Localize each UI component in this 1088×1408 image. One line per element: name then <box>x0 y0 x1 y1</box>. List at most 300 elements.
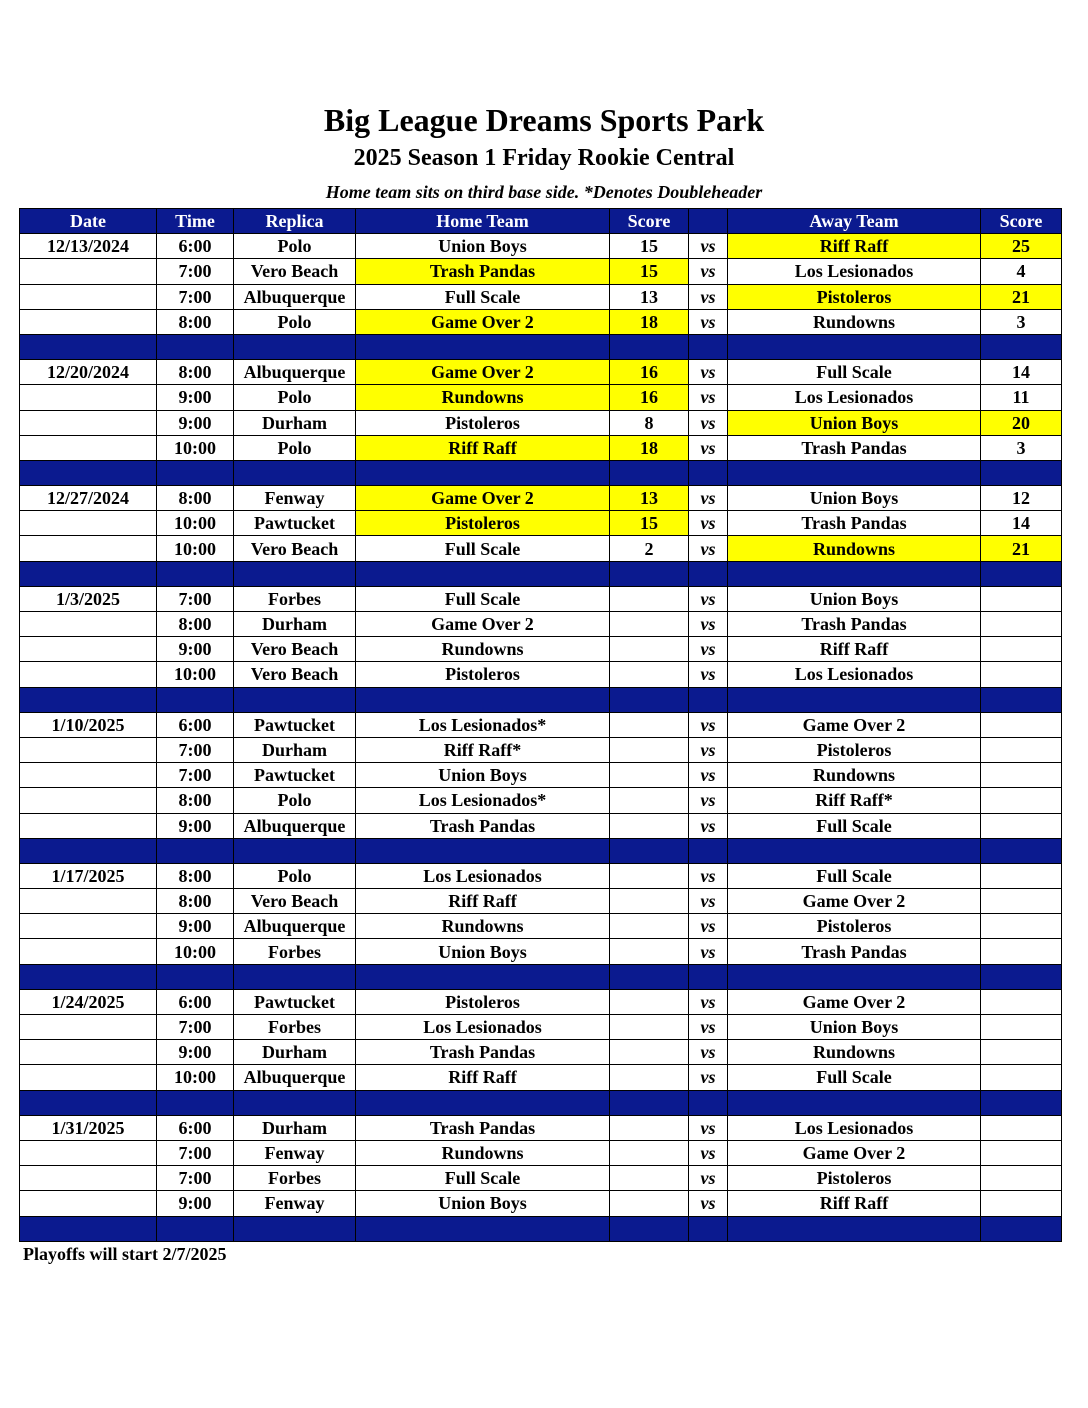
replica-cell: Polo <box>234 788 356 813</box>
vs-cell: vs <box>689 612 728 637</box>
separator-cell <box>234 687 356 712</box>
replica-cell: Forbes <box>234 939 356 964</box>
time-cell: 8:00 <box>157 309 234 334</box>
separator-cell <box>356 964 610 989</box>
replica-cell: Fenway <box>234 486 356 511</box>
separator-cell <box>981 1090 1062 1115</box>
home-score-cell <box>610 612 689 637</box>
date-cell <box>20 662 157 687</box>
away-score-cell <box>981 939 1062 964</box>
away-team-cell: Game Over 2 <box>728 1140 981 1165</box>
game-row <box>20 712 1062 737</box>
vs-cell: vs <box>689 309 728 334</box>
page-title: Big League Dreams Sports Park <box>323 102 765 138</box>
header-date: Date <box>20 209 157 234</box>
replica-cell: Fenway <box>234 1140 356 1165</box>
separator-cell <box>234 964 356 989</box>
replica-cell: Vero Beach <box>234 662 356 687</box>
vs-cell: vs <box>689 410 728 435</box>
away-score-cell <box>981 1040 1062 1065</box>
replica-cell: Durham <box>234 1115 356 1140</box>
away-team-cell: Rundowns <box>728 536 981 561</box>
separator-cell <box>981 561 1062 586</box>
away-team-cell: Union Boys <box>728 486 981 511</box>
separator-cell <box>689 1216 728 1241</box>
date-cell <box>20 813 157 838</box>
away-team-cell: Full Scale <box>728 813 981 838</box>
away-team-cell: Full Scale <box>728 863 981 888</box>
separator-cell <box>610 687 689 712</box>
replica-cell: Pawtucket <box>234 763 356 788</box>
header-replica: Replica <box>234 209 356 234</box>
home-score-cell <box>610 1040 689 1065</box>
date-cell: 12/27/2024 <box>20 486 157 511</box>
vs-cell: vs <box>689 813 728 838</box>
home-team-cell: Rundowns <box>356 385 610 410</box>
date-cell <box>20 788 157 813</box>
header-away-team: Away Team <box>728 209 981 234</box>
date-cell <box>20 1065 157 1090</box>
away-score-cell <box>981 1191 1062 1216</box>
vs-cell: vs <box>689 259 728 284</box>
vs-cell: vs <box>689 863 728 888</box>
time-cell: 7:00 <box>157 259 234 284</box>
away-score-cell <box>981 637 1062 662</box>
time-cell: 10:00 <box>157 511 234 536</box>
time-cell: 8:00 <box>157 612 234 637</box>
separator-cell <box>356 687 610 712</box>
home-team-cell: Riff Raff <box>356 1065 610 1090</box>
date-cell: 1/3/2025 <box>20 586 157 611</box>
home-score-cell <box>610 763 689 788</box>
date-cell <box>20 1166 157 1191</box>
away-team-cell: Full Scale <box>728 1065 981 1090</box>
time-cell: 10:00 <box>157 536 234 561</box>
week-separator-row <box>20 334 1062 359</box>
separator-cell <box>689 1090 728 1115</box>
game-row <box>20 1166 1062 1191</box>
vs-cell: vs <box>689 763 728 788</box>
home-team-cell: Union Boys <box>356 234 610 259</box>
home-team-cell: Trash Pandas <box>356 813 610 838</box>
separator-cell <box>20 1090 157 1115</box>
home-score-cell: 18 <box>610 435 689 460</box>
away-score-cell: 21 <box>981 536 1062 561</box>
date-cell <box>20 284 157 309</box>
replica-cell: Durham <box>234 612 356 637</box>
away-score-cell <box>981 813 1062 838</box>
vs-cell: vs <box>689 284 728 309</box>
separator-cell <box>728 1216 981 1241</box>
playoffs-note: Playoffs will start 2/7/2025 <box>23 1244 227 1264</box>
date-cell <box>20 914 157 939</box>
separator-cell <box>234 1090 356 1115</box>
schedule-table <box>19 208 1062 1242</box>
away-team-cell: Trash Pandas <box>728 939 981 964</box>
home-score-cell: 8 <box>610 410 689 435</box>
separator-cell <box>234 561 356 586</box>
separator-cell <box>234 460 356 485</box>
game-row <box>20 889 1062 914</box>
away-team-cell: Rundowns <box>728 763 981 788</box>
home-score-cell: 18 <box>610 309 689 334</box>
separator-cell <box>356 460 610 485</box>
separator-cell <box>157 1090 234 1115</box>
vs-cell: vs <box>689 511 728 536</box>
vs-cell: vs <box>689 989 728 1014</box>
time-cell: 7:00 <box>157 284 234 309</box>
vs-cell: vs <box>689 1015 728 1040</box>
time-cell: 9:00 <box>157 813 234 838</box>
away-score-cell: 14 <box>981 360 1062 385</box>
date-cell <box>20 259 157 284</box>
vs-cell: vs <box>689 737 728 762</box>
away-score-cell <box>981 889 1062 914</box>
game-row <box>20 511 1062 536</box>
date-cell <box>20 385 157 410</box>
separator-cell <box>20 460 157 485</box>
separator-cell <box>20 838 157 863</box>
week-separator-row <box>20 1216 1062 1241</box>
separator-cell <box>981 838 1062 863</box>
week-separator-row <box>20 1090 1062 1115</box>
replica-cell: Polo <box>234 309 356 334</box>
date-cell: 1/24/2025 <box>20 989 157 1014</box>
date-cell <box>20 536 157 561</box>
replica-cell: Vero Beach <box>234 637 356 662</box>
time-cell: 7:00 <box>157 737 234 762</box>
separator-cell <box>356 1090 610 1115</box>
game-row <box>20 284 1062 309</box>
vs-cell: vs <box>689 486 728 511</box>
home-score-cell <box>610 586 689 611</box>
away-score-cell <box>981 1065 1062 1090</box>
separator-cell <box>157 687 234 712</box>
game-row <box>20 1140 1062 1165</box>
date-cell <box>20 435 157 460</box>
separator-cell <box>728 460 981 485</box>
game-row <box>20 234 1062 259</box>
game-row <box>20 435 1062 460</box>
vs-cell: vs <box>689 939 728 964</box>
vs-cell: vs <box>689 586 728 611</box>
home-score-cell <box>610 1065 689 1090</box>
away-score-cell <box>981 662 1062 687</box>
away-team-cell: Pistoleros <box>728 284 981 309</box>
replica-cell: Vero Beach <box>234 259 356 284</box>
replica-cell: Forbes <box>234 586 356 611</box>
away-team-cell: Riff Raff <box>728 234 981 259</box>
vs-cell: vs <box>689 662 728 687</box>
separator-cell <box>981 1216 1062 1241</box>
vs-cell: vs <box>689 637 728 662</box>
away-score-cell <box>981 1115 1062 1140</box>
away-score-cell <box>981 1015 1062 1040</box>
away-score-cell: 3 <box>981 435 1062 460</box>
replica-cell: Durham <box>234 410 356 435</box>
game-row <box>20 1015 1062 1040</box>
home-score-cell <box>610 637 689 662</box>
game-row <box>20 586 1062 611</box>
home-score-cell <box>610 1166 689 1191</box>
game-row <box>20 737 1062 762</box>
away-team-cell: Rundowns <box>728 309 981 334</box>
vs-cell: vs <box>689 1140 728 1165</box>
date-cell: 12/20/2024 <box>20 360 157 385</box>
game-row <box>20 763 1062 788</box>
separator-cell <box>356 561 610 586</box>
time-cell: 9:00 <box>157 1191 234 1216</box>
game-row <box>20 637 1062 662</box>
separator-cell <box>610 561 689 586</box>
game-row <box>20 1191 1062 1216</box>
replica-cell: Pawtucket <box>234 989 356 1014</box>
replica-cell: Durham <box>234 737 356 762</box>
time-cell: 7:00 <box>157 1166 234 1191</box>
separator-cell <box>157 334 234 359</box>
home-team-cell: Los Lesionados* <box>356 712 610 737</box>
game-row <box>20 914 1062 939</box>
date-cell: 1/31/2025 <box>20 1115 157 1140</box>
separator-cell <box>234 838 356 863</box>
away-team-cell: Riff Raff <box>728 1191 981 1216</box>
time-cell: 7:00 <box>157 586 234 611</box>
time-cell: 8:00 <box>157 360 234 385</box>
vs-cell: vs <box>689 712 728 737</box>
away-score-cell: 14 <box>981 511 1062 536</box>
home-team-cell: Pistoleros <box>356 662 610 687</box>
vs-cell: vs <box>689 889 728 914</box>
time-cell: 6:00 <box>157 1115 234 1140</box>
separator-cell <box>20 1216 157 1241</box>
time-cell: 10:00 <box>157 1065 234 1090</box>
home-score-cell: 15 <box>610 259 689 284</box>
time-cell: 7:00 <box>157 1140 234 1165</box>
separator-cell <box>728 838 981 863</box>
home-score-cell <box>610 863 689 888</box>
header-vs <box>689 209 728 234</box>
separator-cell <box>157 838 234 863</box>
home-team-cell: Riff Raff <box>356 435 610 460</box>
header-row <box>20 209 1062 234</box>
time-cell: 8:00 <box>157 863 234 888</box>
week-separator-row <box>20 561 1062 586</box>
away-score-cell <box>981 914 1062 939</box>
replica-cell: Albuquerque <box>234 813 356 838</box>
date-cell <box>20 1191 157 1216</box>
game-row <box>20 1065 1062 1090</box>
home-team-cell: Trash Pandas <box>356 1115 610 1140</box>
away-score-cell: 12 <box>981 486 1062 511</box>
time-cell: 6:00 <box>157 712 234 737</box>
away-score-cell <box>981 586 1062 611</box>
game-row <box>20 486 1062 511</box>
replica-cell: Polo <box>234 234 356 259</box>
replica-cell: Vero Beach <box>234 536 356 561</box>
home-team-cell: Game Over 2 <box>356 486 610 511</box>
separator-cell <box>610 1216 689 1241</box>
home-team-cell: Rundowns <box>356 637 610 662</box>
separator-cell <box>20 561 157 586</box>
away-score-cell <box>981 788 1062 813</box>
away-team-cell: Trash Pandas <box>728 511 981 536</box>
date-cell <box>20 637 157 662</box>
away-score-cell <box>981 763 1062 788</box>
home-score-cell <box>610 1191 689 1216</box>
home-team-cell: Full Scale <box>356 284 610 309</box>
home-score-cell <box>610 914 689 939</box>
separator-cell <box>157 460 234 485</box>
vs-cell: vs <box>689 435 728 460</box>
home-team-cell: Pistoleros <box>356 410 610 435</box>
away-team-cell: Union Boys <box>728 410 981 435</box>
separator-cell <box>610 1090 689 1115</box>
vs-cell: vs <box>689 1191 728 1216</box>
date-cell: 12/13/2024 <box>20 234 157 259</box>
date-cell <box>20 1015 157 1040</box>
home-score-cell: 13 <box>610 486 689 511</box>
away-team-cell: Rundowns <box>728 1040 981 1065</box>
vs-cell: vs <box>689 1065 728 1090</box>
time-cell: 9:00 <box>157 410 234 435</box>
time-cell: 8:00 <box>157 486 234 511</box>
date-cell <box>20 1040 157 1065</box>
separator-cell <box>157 1216 234 1241</box>
away-team-cell: Game Over 2 <box>728 889 981 914</box>
home-score-cell: 15 <box>610 511 689 536</box>
separator-cell <box>234 1216 356 1241</box>
separator-cell <box>234 334 356 359</box>
away-score-cell: 20 <box>981 410 1062 435</box>
game-row <box>20 1040 1062 1065</box>
away-team-cell: Riff Raff <box>728 637 981 662</box>
away-team-cell: Los Lesionados <box>728 662 981 687</box>
date-cell <box>20 612 157 637</box>
time-cell: 9:00 <box>157 1040 234 1065</box>
separator-cell <box>356 334 610 359</box>
away-score-cell <box>981 712 1062 737</box>
replica-cell: Albuquerque <box>234 914 356 939</box>
game-row <box>20 259 1062 284</box>
away-score-cell: 25 <box>981 234 1062 259</box>
separator-cell <box>610 838 689 863</box>
separator-cell <box>610 964 689 989</box>
home-score-cell <box>610 813 689 838</box>
header-time: Time <box>157 209 234 234</box>
home-score-cell: 16 <box>610 385 689 410</box>
home-team-cell: Game Over 2 <box>356 360 610 385</box>
home-team-cell: Union Boys <box>356 939 610 964</box>
replica-cell: Albuquerque <box>234 360 356 385</box>
game-row <box>20 863 1062 888</box>
vs-cell: vs <box>689 385 728 410</box>
away-team-cell: Trash Pandas <box>728 612 981 637</box>
vs-cell: vs <box>689 788 728 813</box>
away-team-cell: Full Scale <box>728 360 981 385</box>
schedule-body <box>20 234 1062 1242</box>
away-team-cell: Game Over 2 <box>728 712 981 737</box>
game-row <box>20 662 1062 687</box>
date-cell <box>20 309 157 334</box>
home-score-cell <box>610 1140 689 1165</box>
header-away-score: Score <box>981 209 1062 234</box>
separator-cell <box>981 460 1062 485</box>
home-team-cell: Los Lesionados <box>356 1015 610 1040</box>
home-team-cell: Game Over 2 <box>356 309 610 334</box>
separator-cell <box>689 460 728 485</box>
separator-cell <box>981 964 1062 989</box>
home-team-cell: Union Boys <box>356 763 610 788</box>
week-separator-row <box>20 838 1062 863</box>
home-score-cell <box>610 737 689 762</box>
home-score-cell <box>610 939 689 964</box>
away-score-cell <box>981 737 1062 762</box>
date-cell <box>20 737 157 762</box>
separator-cell <box>20 964 157 989</box>
game-row <box>20 813 1062 838</box>
away-team-cell: Pistoleros <box>728 914 981 939</box>
home-score-cell <box>610 889 689 914</box>
home-team-cell: Los Lesionados <box>356 863 610 888</box>
away-team-cell: Los Lesionados <box>728 385 981 410</box>
away-score-cell <box>981 1166 1062 1191</box>
home-score-cell: 13 <box>610 284 689 309</box>
home-team-cell: Trash Pandas <box>356 259 610 284</box>
away-team-cell: Trash Pandas <box>728 435 981 460</box>
separator-cell <box>728 561 981 586</box>
game-row <box>20 989 1062 1014</box>
time-cell: 8:00 <box>157 788 234 813</box>
home-team-cell: Union Boys <box>356 1191 610 1216</box>
home-score-cell: 16 <box>610 360 689 385</box>
home-team-cell: Pistoleros <box>356 989 610 1014</box>
replica-cell: Forbes <box>234 1166 356 1191</box>
week-separator-row <box>20 964 1062 989</box>
separator-cell <box>689 687 728 712</box>
separator-cell <box>20 334 157 359</box>
home-team-cell: Rundowns <box>356 1140 610 1165</box>
away-team-cell: Los Lesionados <box>728 1115 981 1140</box>
home-team-cell: Riff Raff <box>356 889 610 914</box>
away-score-cell <box>981 989 1062 1014</box>
home-score-cell <box>610 1015 689 1040</box>
separator-cell <box>610 460 689 485</box>
home-score-cell <box>610 788 689 813</box>
home-score-cell: 15 <box>610 234 689 259</box>
separator-cell <box>728 964 981 989</box>
game-row <box>20 939 1062 964</box>
away-score-cell: 21 <box>981 284 1062 309</box>
date-cell: 1/10/2025 <box>20 712 157 737</box>
home-team-cell: Full Scale <box>356 1166 610 1191</box>
away-team-cell: Riff Raff* <box>728 788 981 813</box>
time-cell: 6:00 <box>157 989 234 1014</box>
home-team-cell: Trash Pandas <box>356 1040 610 1065</box>
replica-cell: Durham <box>234 1040 356 1065</box>
separator-cell <box>728 1090 981 1115</box>
away-team-cell: Pistoleros <box>728 737 981 762</box>
home-score-cell <box>610 662 689 687</box>
separator-cell <box>20 687 157 712</box>
time-cell: 8:00 <box>157 889 234 914</box>
schedule-note: Home team sits on third base side. *Denotes Doubleheader <box>325 182 763 202</box>
game-row <box>20 536 1062 561</box>
away-team-cell: Union Boys <box>728 586 981 611</box>
home-team-cell: Rundowns <box>356 914 610 939</box>
vs-cell: vs <box>689 360 728 385</box>
away-score-cell <box>981 1140 1062 1165</box>
time-cell: 6:00 <box>157 234 234 259</box>
